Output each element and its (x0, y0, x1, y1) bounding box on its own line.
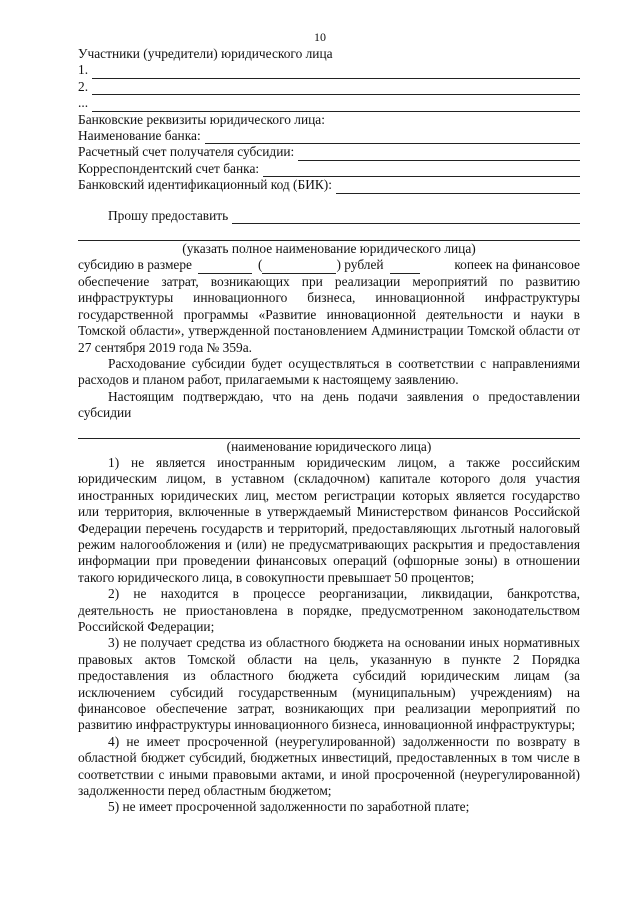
founder-number: 2. (78, 78, 89, 94)
entity-name-caption: (указать полное наименование юридического лица) (182, 241, 476, 257)
correspondent-account-input[interactable] (263, 164, 580, 177)
founder-number: 1. (78, 62, 89, 78)
correspondent-account-label: Корреспондентский счет банка: (78, 160, 260, 176)
settlement-account-field[interactable] (78, 144, 580, 160)
subsidy-amount-lead: субсидию в размере (78, 257, 193, 273)
condition-item: 4) не имеет просроченной (неурегулированной) задолженности по возврату в областной бюджет субсидий, бюджетных инвестиций, предоставленных в том числе в соответствии с иными правовыми актами, и иной просроченной (неурегулированной) задолженности перед областным бюджетом; (78, 733, 580, 799)
settlement-account-label: Расчетный счет получателя субсидии: (78, 144, 295, 160)
confirmation-statement: Настоящим подтверждаю, что на день подачи заявления о предоставлении субсидии (78, 388, 580, 421)
founder-line-3[interactable] (78, 95, 580, 111)
bank-name-input[interactable] (205, 131, 580, 144)
subsidy-purpose-text: обеспечение затрат, возникающих при реализации мероприятий по развитию инфраструктуры инновационного бизнеса, инновационной инфраструктуры государственной программы «Развитие инновационной деятельности и науки в Томской области», утвержденной постановлением Администрации Томской области от 27 сентября 2019 года № 359а. (78, 273, 580, 355)
bik-field[interactable] (78, 177, 580, 193)
founder-line-2[interactable] (78, 79, 580, 95)
correspondent-account-field[interactable] (78, 161, 580, 177)
bik-input[interactable] (336, 181, 580, 194)
bank-name-label: Наименование банка: (78, 128, 201, 144)
page-number: 10 (314, 30, 326, 44)
entity-name-caption-2: (наименование юридического лица) (226, 438, 432, 454)
condition-item: 1) не является иностранным юридическим лицом, а также российским юридическим лицом, в уставном (складочном) капитале которого доля участия иностранных юридических лиц, местом регистрации которых является государство или территория, включенные в утверждаемый Министерством финансов Российской Федерации перечень государств и территорий, предоставляющих льготный налоговый режим налогообложения и (или) не предусматривающих раскрытия и предоставления информации при проведении финансовых операций (офшорные зоны) в отношении такого юридического лица, в совокупности превышает 50 процентов; (78, 454, 580, 585)
entity-name-input-continued[interactable] (78, 224, 580, 241)
entity-name-input[interactable] (232, 211, 580, 224)
spending-statement: Расходование субсидии будет осуществляться в соответствии с направлениями расходов и планом работ, прилагаемыми к настоящему заявлению. (78, 355, 580, 388)
subsidy-amount-line (78, 257, 580, 273)
founder-input[interactable] (92, 66, 580, 79)
founder-line-1[interactable] (78, 62, 580, 78)
founders-title: Участники (учредители) юридического лица (78, 46, 333, 61)
bik-label: Банковский идентификационный код (БИК): (78, 177, 332, 193)
bank-name-field[interactable] (78, 128, 580, 144)
founder-number: ... (78, 95, 89, 111)
application-form (78, 46, 580, 816)
request-lead: Прошу предоставить (108, 207, 229, 223)
amount-open-paren: ( (258, 257, 263, 273)
condition-item: 5) не имеет просроченной задолженности по заработной плате; (108, 799, 470, 815)
condition-item: 3) не получает средства из областного бюджета на основании иных нормативных правовых актов Томской области на цель, указанную в пункте 2 Порядка предоставления из областного бюджета субсидий юридическим лицам (за исключением субсидий государственным (муниципальным) учреждениям) на финансовое обеспечение затрат, возникающих при реализации мероприятий по развитию инфраструктуры инновационного бизнеса, инновационной инфраструктуры; (78, 635, 580, 733)
amount-rubles-label: ) рублей (336, 257, 384, 273)
condition-item: 2) не находится в процессе реорганизации, ликвидации, банкротства, деятельность не приостановлена в порядке, предусмотренном законодательством Российской Федерации; (78, 586, 580, 634)
entity-name-input-2[interactable] (78, 422, 580, 439)
amount-kopecks-label: копеек на финансовое (454, 257, 580, 273)
founder-input[interactable] (92, 82, 580, 95)
request-line[interactable] (78, 208, 580, 224)
founder-input[interactable] (92, 99, 580, 112)
amount-digits-input[interactable] (198, 261, 252, 274)
amount-words-input[interactable] (262, 261, 336, 274)
bank-details-title: Банковские реквизиты юридического лица: (78, 111, 325, 127)
settlement-account-input[interactable] (298, 148, 580, 161)
amount-kopecks-input[interactable] (390, 261, 420, 274)
